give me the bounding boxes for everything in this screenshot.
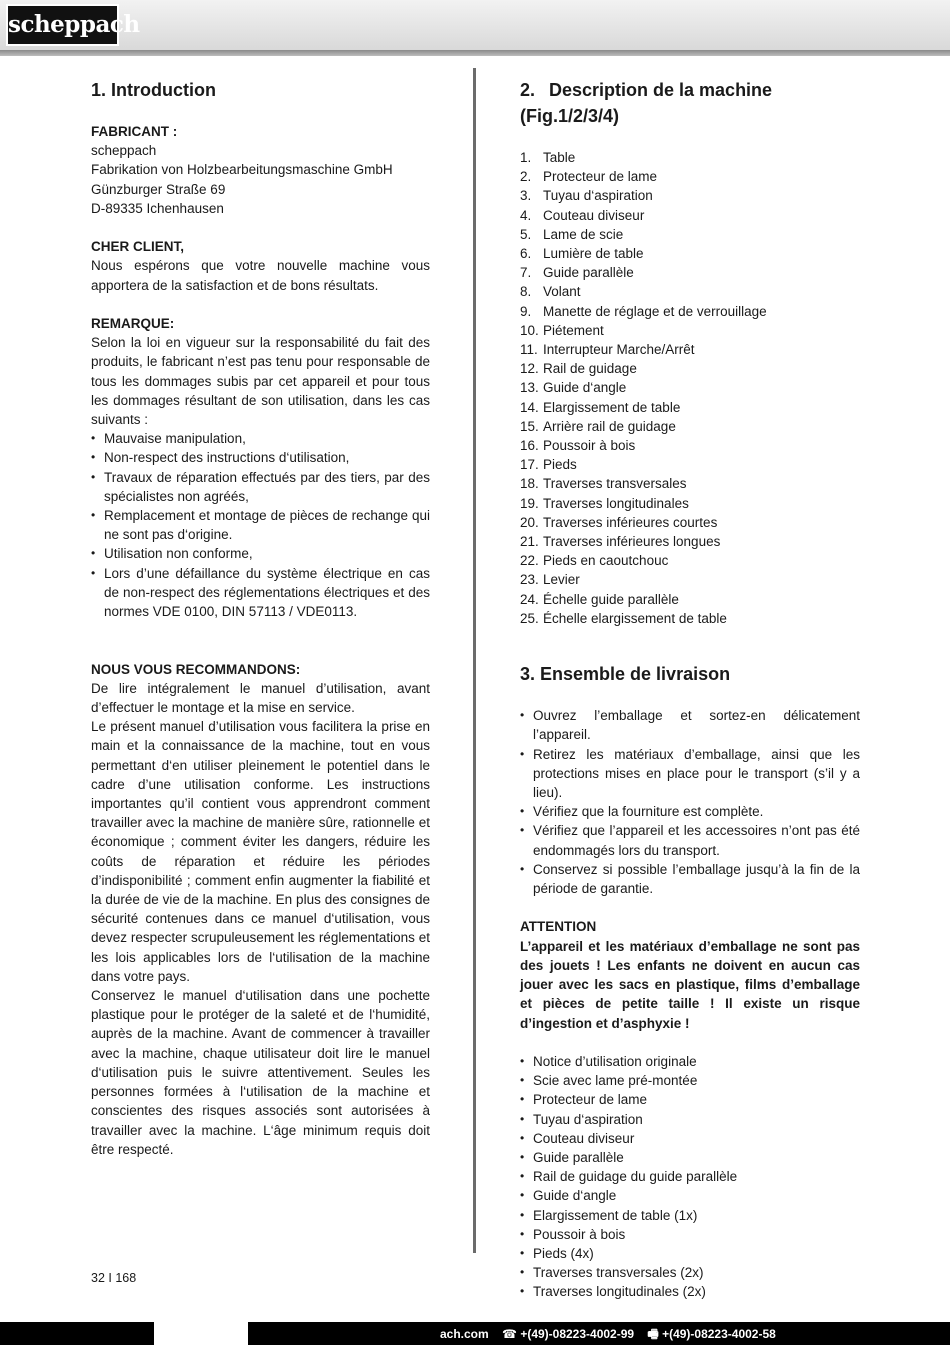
list-item: • Mauvaise manipulation,: [91, 429, 430, 448]
remark-text: Selon la loi en vigueur sur la responsabilité du fait des produits, le fabricant n’est pas tenu pour responsable de tous les dommages subis par cet appareil et pour tous les dommages résultant de son utilisation, dans les cas suivants :: [91, 335, 430, 428]
list-item: • Notice d’utilisation originale: [520, 1052, 860, 1071]
list-item: 10. Piétement: [520, 322, 604, 338]
list-item: 5. Lame de scie: [520, 226, 624, 242]
list-item: 25. Échelle elargissement de table: [520, 610, 727, 626]
list-item: • Protecteur de lame: [520, 1090, 860, 1109]
list-item: 11. Interrupteur Marche/Arrêt: [520, 342, 695, 358]
remark-label: REMARQUE:: [91, 316, 175, 331]
list-item: 3. Tuyau d‘aspiration: [520, 188, 653, 204]
delivery-items-list: [520, 1052, 860, 1302]
list-item: • Vérifiez que l’appareil et les accessoires n’ont pas été endommagés lors du transport.: [520, 821, 860, 859]
manufacturer-label: FABRICANT :: [91, 124, 178, 139]
list-item: 17. Pieds: [520, 457, 577, 473]
list-item: 16. Poussoir à bois: [520, 438, 636, 454]
footer-phone: ☎ +(49)-08223-4002-99: [502, 1327, 635, 1341]
list-item: • Retirez les matériaux d’emballage, ainsi que les protections mises en place pour le transport (s’il y a lieu).: [520, 745, 860, 803]
list-item: • Pieds (4x): [520, 1244, 860, 1263]
list-item: 23. Levier: [520, 572, 580, 588]
recommend-paragraph: Conservez le manuel d‘utilisation dans une pochette plastique pour le protéger de la saleté et de l‘humidité, auprès de la machine. Avant de commencer à travailler avec la machine, chaque utilisateur doit lire le manuel d‘utilisation puis le suivre attentivement. Seules les personnes formées à l‘utilisation de la machine et conscientes des risques associés sont autorisées à travailler avec la machine. L‘âge minimum requis doit être respecté.: [91, 988, 430, 1157]
attention-label: ATTENTION: [520, 919, 597, 935]
list-item: 4. Couteau diviseur: [520, 207, 645, 223]
page-number: 32 I 168: [91, 1271, 137, 1285]
list-item: • Traverses transversales (2x): [520, 1263, 860, 1282]
list-item: • Conservez si possible l’emballage jusqu’à la fin de la période de garantie.: [520, 860, 860, 898]
list-item: 1. Table: [520, 150, 576, 165]
list-item: • Guide parallèle: [520, 1148, 860, 1167]
footer-contact: [440, 1325, 786, 1346]
list-item: • Travaux de réparation effectués par des tiers, par des spécialistes non agréés,: [91, 468, 430, 506]
list-item: • Scie avec lame pré-montée: [520, 1071, 860, 1090]
footer-white-block: [154, 1322, 248, 1345]
list-item: 6. Lumière de table: [520, 246, 644, 262]
list-item: 19. Traverses longitudinales: [520, 495, 689, 511]
list-item: • Guide d‘angle: [520, 1186, 860, 1205]
list-item: 2. Protecteur de lame: [520, 169, 658, 185]
list-item: • Elargissement de table (1x): [520, 1206, 860, 1225]
list-item: 14. Elargissement de table: [520, 399, 681, 415]
manufacturer-line: D-89335 Ichenhausen: [91, 200, 224, 216]
list-item: • Lors d’une défaillance du système électrique en cas de non-respect des réglementations électriques et des normes VDE 0100, DIN 57113 / VDE0113.: [91, 564, 430, 622]
introduction-heading: 1. Introduction: [91, 80, 216, 100]
remark-list: [91, 429, 430, 621]
list-item: 12. Rail de guidage: [520, 361, 637, 377]
recommend-label: NOUS VOUS RECOMMANDONS:: [91, 661, 301, 677]
attention-text: L’appareil et les matériaux d’emballage ne sont pas des jouets ! Les enfants ne doivent en aucun cas jouer avec les sacs en plastique, films d’emballage et pièces de petite taille ! Il existe un risque d’ingestion et d’asphyxie !: [520, 938, 860, 1031]
list-item: • Remplacement et montage de pièces de rechange qui ne sont pas d‘origine.: [91, 506, 430, 544]
delivery-steps-list: [520, 706, 860, 898]
list-item: • Utilisation non conforme,: [91, 544, 430, 563]
manufacturer-line: scheppach: [91, 143, 157, 159]
parts-list: [520, 148, 860, 628]
list-item: 9. Manette de réglage et de verrouillage: [520, 303, 767, 319]
list-item: • Traverses longitudinales (2x): [520, 1282, 860, 1301]
list-item: 24. Échelle guide parallèle: [520, 591, 679, 607]
description-heading-text: Description de la machine (Fig.1/2/3/4): [520, 80, 773, 126]
scheppach-logo: scheppach: [6, 4, 119, 46]
manufacturer-line: Fabrikation von Holzbearbeitungsmaschine GmbH: [91, 162, 393, 178]
list-item: • Non-respect des instructions d‘utilisation,: [91, 448, 430, 467]
list-item: • Couteau diviseur: [520, 1129, 860, 1148]
list-item: 13. Guide d‘angle: [520, 380, 627, 396]
footer-fax: 🖷 +(49)-08223-4002-58: [647, 1327, 776, 1341]
column-divider: [473, 68, 476, 1253]
list-item: • Poussoir à bois: [520, 1225, 860, 1244]
list-item: 8. Volant: [520, 284, 581, 300]
dear-customer-label: CHER CLIENT,: [91, 239, 185, 255]
list-item: 21. Traverses inférieures longues: [520, 534, 721, 550]
list-item: 7. Guide parallèle: [520, 265, 634, 281]
description-heading-number: 2.: [520, 80, 536, 100]
recommend-paragraph: Le présent manuel d’utilisation vous facilitera la prise en main et la connaissance de la machine, tout en vous permettant d‘en utiliser pleinement le potentiel dans le cadre d’une utilisation conforme. Les instructions importantes qu’il contient vous apprendront comment travailler avec la machine de manière sûre, rationnelle et économique ; comment éviter les dangers, réduire les coûts de réparation et réduire les périodes d’indisponibilité ; comment enfin augmenter la fiabilité et la durée de vie de la machine. En plus des consignes de sécurité contenues dans ce manuel d‘utilisation, vous devez respecter scrupuleusement les réglementations et les lois applicables lors de l‘utilisation de la machine dans votre pays.: [91, 719, 430, 984]
description-heading: [520, 77, 860, 129]
header-bar: [0, 0, 950, 50]
dear-customer-text: Nous espérons que votre nouvelle machine vous apportera de la satisfaction et de bons résultats.: [91, 258, 430, 293]
list-item: 18. Traverses transversales: [520, 476, 687, 492]
footer-website: ach.com: [440, 1327, 489, 1341]
list-item: • Vérifiez que la fourniture est complète.: [520, 802, 860, 821]
left-column: [91, 77, 430, 1159]
list-item: 15. Arrière rail de guidage: [520, 418, 676, 434]
list-item: 20. Traverses inférieures courtes: [520, 514, 718, 530]
manufacturer-line: Günzburger Straße 69: [91, 181, 226, 197]
list-item: 22. Pieds en caoutchouc: [520, 553, 669, 569]
list-item: • Ouvrez l’emballage et sortez-en délicatement l’appareil.: [520, 706, 860, 744]
delivery-heading: 3. Ensemble de livraison: [520, 664, 731, 685]
list-item: • Rail de guidage du guide parallèle: [520, 1167, 860, 1186]
right-column: [520, 77, 860, 1302]
header-rule: [0, 50, 950, 56]
recommend-paragraph: De lire intégralement le manuel d’utilisation, avant d’effectuer le montage et la mise en service.: [91, 680, 430, 716]
list-item: • Tuyau d‘aspiration: [520, 1110, 860, 1129]
